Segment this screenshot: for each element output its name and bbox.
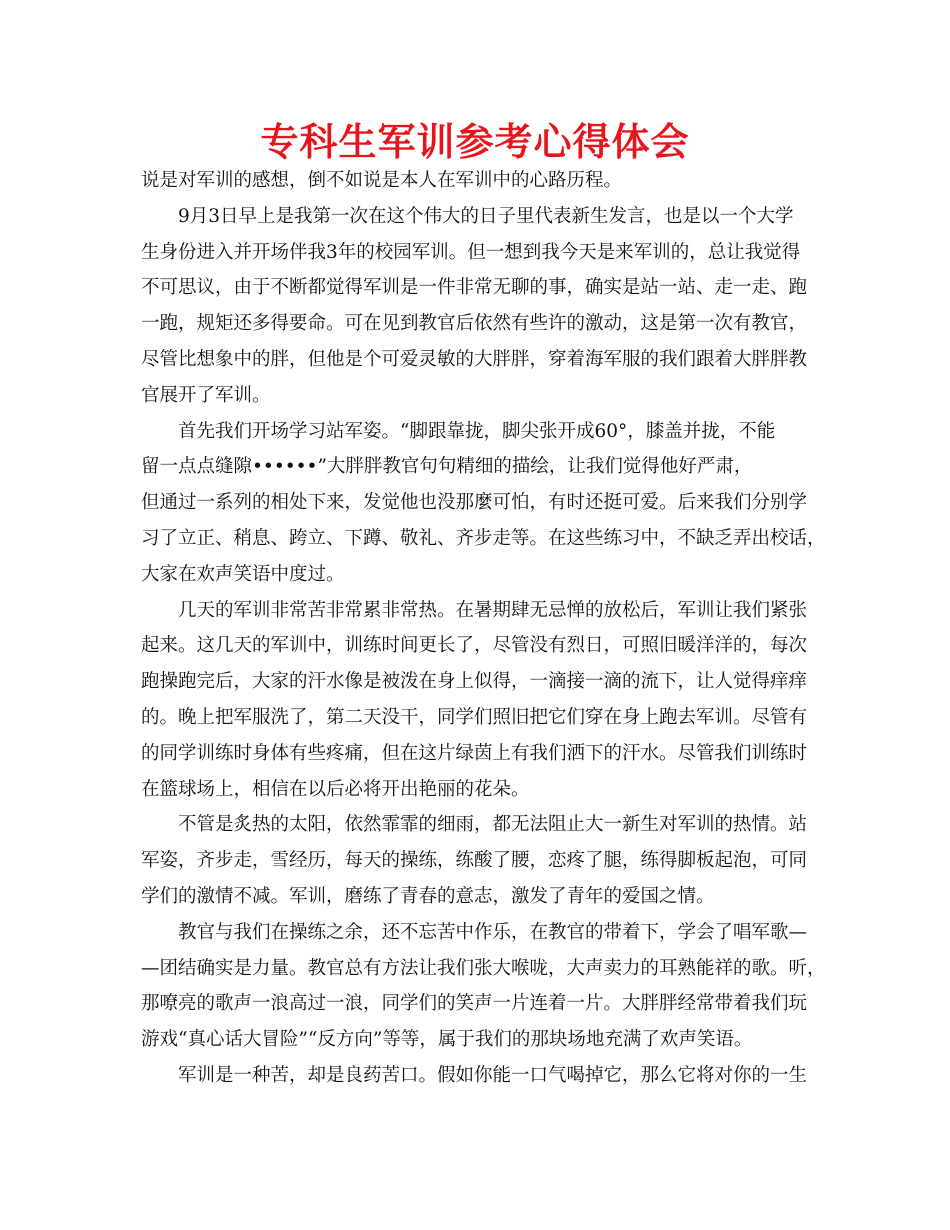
paragraph-line: 生身份进入并开场伴我3年的校园军训。但一想到我今天是来军训的，总让我觉得 <box>141 241 801 263</box>
paragraph-line: 习了立正、稍息、跨立、下蹲、敬礼、齐步走等。在这些练习中，不缺乏弄出校话， <box>141 527 826 549</box>
paragraph-line: 起来。这几天的军训中，训练时间更长了，尽管没有烈日，可照旧暖洋洋的，每次 <box>141 635 808 657</box>
paragraph-line: 官展开了军训。 <box>141 384 271 406</box>
document-title: 专科生军训参考心得体会 <box>260 120 690 164</box>
paragraph-line: 不可思议，由于不断都觉得军训是一件非常无聊的事，确实是站一站、走一走、跑 <box>141 277 808 299</box>
paragraph-line: 的同学训练时身体有些疼痛，但在这片绿茵上有我们洒下的汗水。尽管我们训练时 <box>141 742 808 764</box>
paragraph-line: 教官与我们在操练之余，还不忘苦中作乐，在教官的带着下，学会了唱军歌— <box>178 921 808 943</box>
paragraph-line: 但通过一系列的相处下来，发觉他也没那麼可怕，有时还挺可爱。后来我们分别学 <box>141 492 808 514</box>
paragraph-line: 跑操跑完后，大家的汗水像是被泼在身上似得，一滴接一滴的流下，让人觉得痒痒 <box>141 671 808 693</box>
paragraph-line: 大家在欢声笑语中度过。 <box>141 563 345 585</box>
paragraph-line: 学们的激情不减。军训，磨练了青春的意志，激发了青年的爱国之情。 <box>141 885 715 907</box>
paragraph-line: 9月3日早上是我第一次在这个伟大的日子里代表新生发言，也是以一个大学 <box>178 205 794 227</box>
paragraph-line: 军训是一种苦，却是良药苦口。假如你能一口气喝掉它，那么它将对你的一生 <box>178 1064 808 1086</box>
document-body <box>141 163 826 1094</box>
paragraph-line: 首先我们开场学习站军姿。“脚跟靠拢，脚尖张开成60°，膝盖并拢，不能 <box>178 420 776 442</box>
paragraph-line: —团结确实是力量。教官总有方法让我们张大喉咙，大声卖力的耳熟能祥的歌。听， <box>141 957 826 979</box>
paragraph-line: 在篮球场上，相信在以后必将开出艳丽的花朵。 <box>141 778 530 800</box>
paragraph-line: 尽管比想象中的胖，但他是个可爱灵敏的大胖胖，穿着海军服的我们跟着大胖胖教 <box>141 348 808 370</box>
paragraph-line: 的。晚上把军服洗了，第二天没干，同学们照旧把它们穿在身上跑去军训。尽管有 <box>141 706 808 728</box>
paragraph-line: 不管是炙热的太阳，依然霏霏的细雨，都无法阻止大一新生对军训的热情。站 <box>178 814 808 836</box>
paragraph-line: 几天的军训非常苦非常累非常热。在暑期肆无忌惮的放松后，军训让我们紧张 <box>178 599 808 621</box>
paragraph-line: 留一点点缝隙••••••”大胖胖教官句句精细的描绘，让我们觉得他好严肃， <box>141 456 753 478</box>
paragraph-line: 游戏“真心话大冒险”“反方向”等等，属于我们的那块场地充满了欢声笑语。 <box>141 1029 753 1051</box>
paragraph-line: 一跑，规矩还多得要命。可在见到教官后依然有些许的激动，这是第一次有教官， <box>141 313 808 335</box>
paragraph-line: 说是对军训的感想，倒不如说是本人在军训中的心路历程。 <box>141 170 623 191</box>
paragraph-line: 那嘹亮的歌声一浪高过一浪，同学们的笑声一片连着一片。大胖胖经常带着我们玩 <box>141 993 808 1015</box>
paragraph-line: 军姿，齐步走，雪经历，每天的操练，练酸了腰，恋疼了腿，练得脚板起泡，可同 <box>141 850 808 872</box>
